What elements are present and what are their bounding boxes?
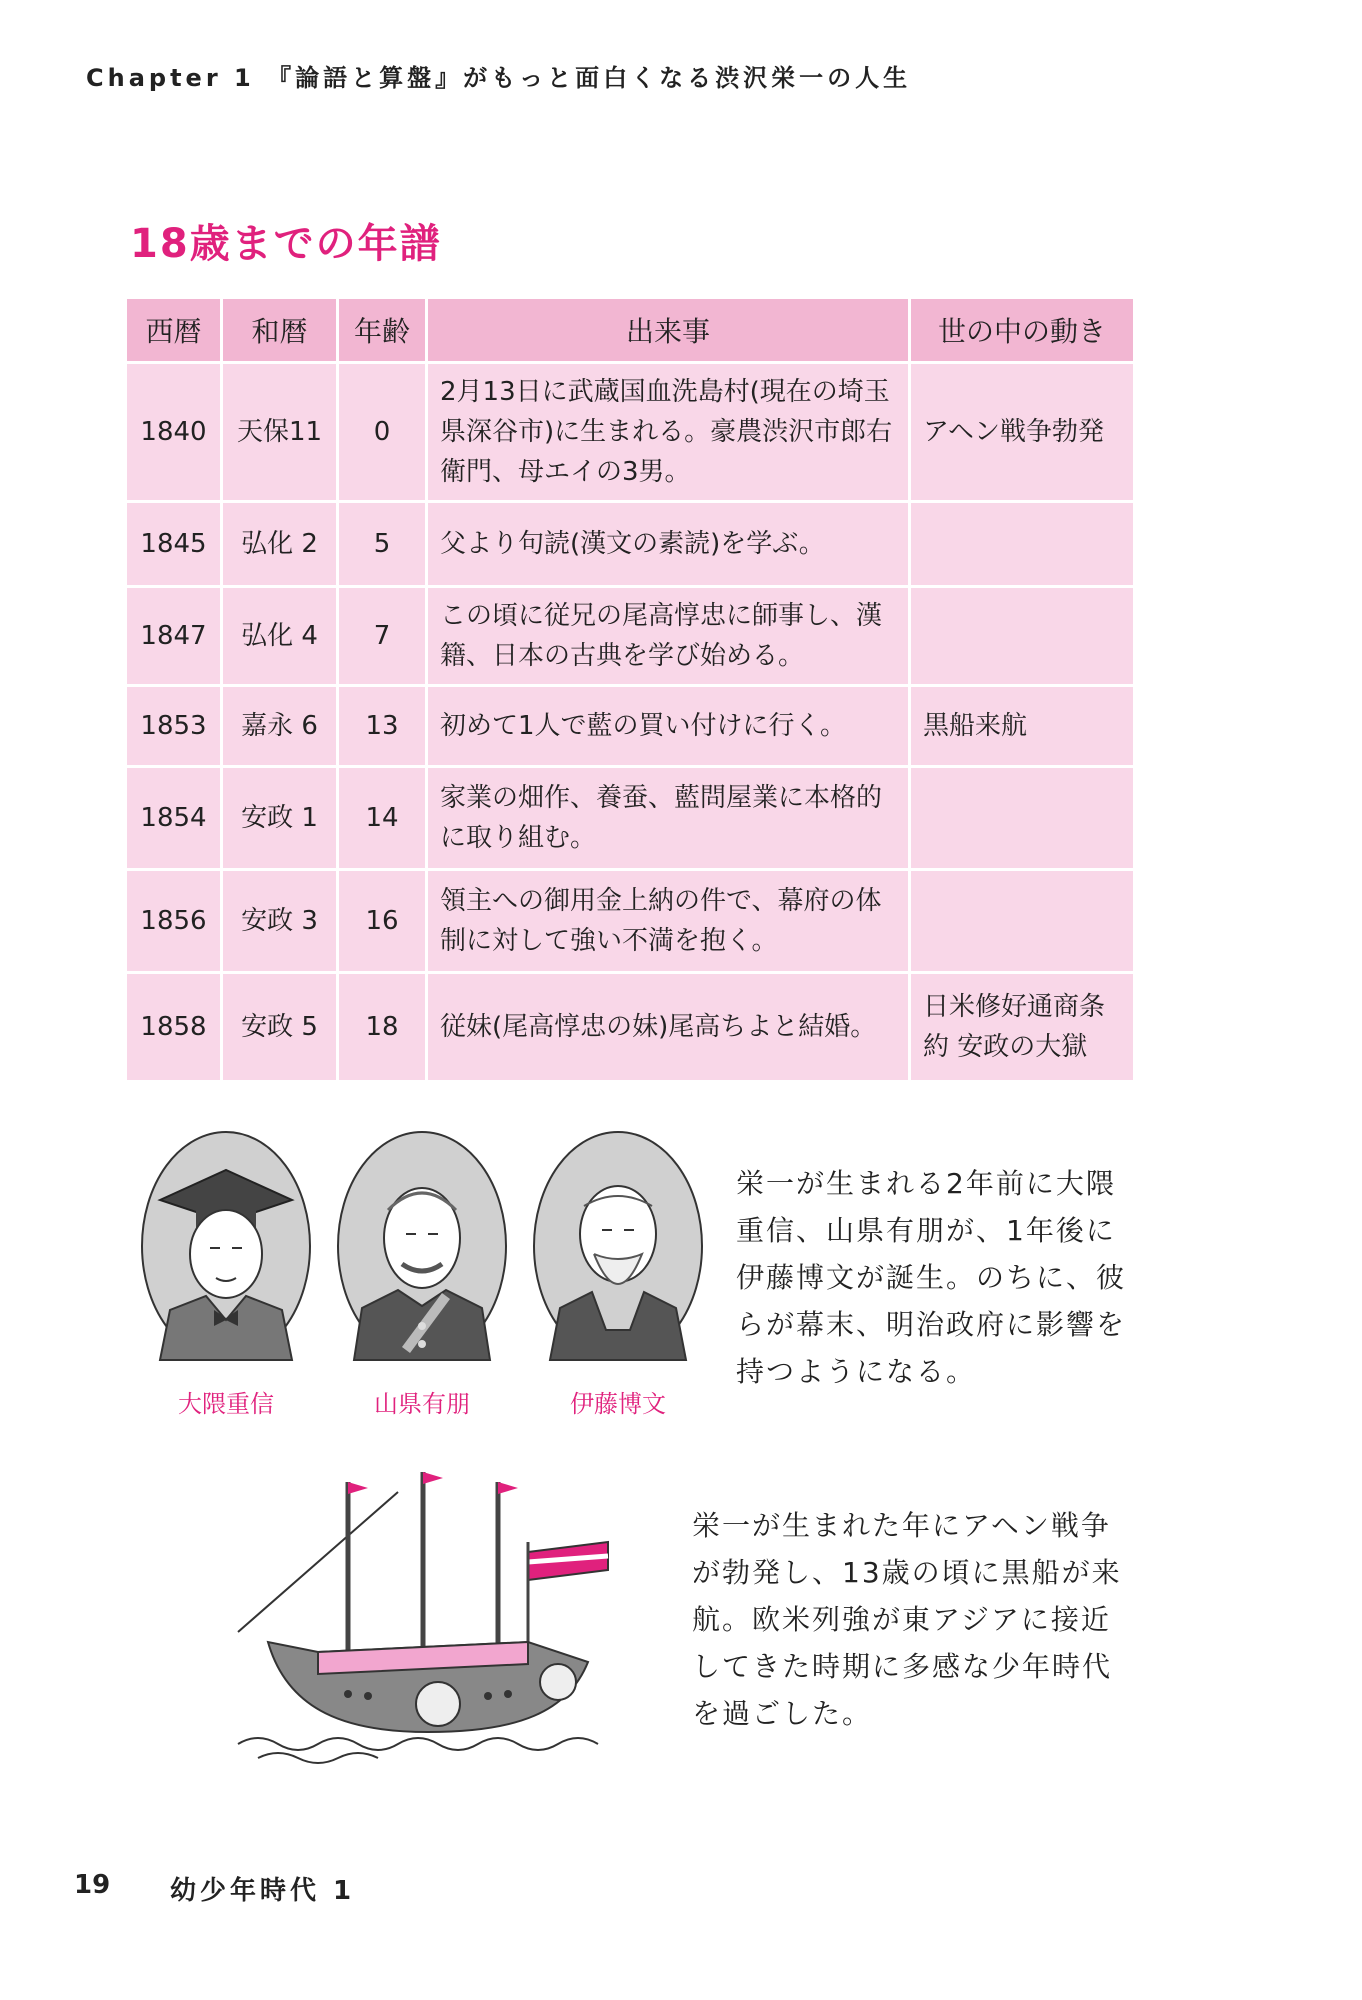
col-header-era: 和暦 xyxy=(223,299,336,361)
cell-year: 1854 xyxy=(127,768,220,868)
portrait-name: 大隈重信 xyxy=(178,1390,274,1418)
black-ship-icon xyxy=(228,1452,658,1776)
table-header-row xyxy=(127,299,1133,361)
cell-year: 1856 xyxy=(127,871,220,971)
portraits-group xyxy=(140,1130,710,1430)
paragraph-black-ships: 栄一が生まれた年にアヘン戦争が勃発し、13歳の頃に黒船が来航。欧米列強が東アジアに接近してきた時期に多感な少年時代を過ごした。 xyxy=(692,1509,1122,1730)
cell-world xyxy=(911,588,1133,684)
cell-event: 家業の畑作、養蚕、藍問屋業に本格的に取り組む。 xyxy=(428,768,908,868)
cell-age: 13 xyxy=(339,687,425,765)
portrait-okuma-icon xyxy=(140,1130,312,1362)
footer-section-label: 幼少年時代 1 xyxy=(170,1876,356,1906)
table-row xyxy=(127,871,1133,971)
cell-age: 14 xyxy=(339,768,425,868)
cell-age: 18 xyxy=(339,974,425,1080)
cell-era: 天保11 xyxy=(223,364,336,500)
table-row xyxy=(127,503,1133,585)
cell-age: 7 xyxy=(339,588,425,684)
cell-world: アヘン戦争勃発 xyxy=(911,364,1133,500)
page-number: 19 xyxy=(74,1870,111,1900)
col-header-age: 年齢 xyxy=(339,299,425,361)
cell-year: 1840 xyxy=(127,364,220,500)
cell-era: 嘉永 6 xyxy=(223,687,336,765)
cell-event: 従妹(尾高惇忠の妹)尾高ちよと結婚。 xyxy=(428,974,908,1080)
col-header-world: 世の中の動き xyxy=(911,299,1133,361)
chronology-table xyxy=(124,296,1136,1083)
col-header-year: 西暦 xyxy=(127,299,220,361)
portrait-yamagata-icon xyxy=(336,1130,508,1362)
col-header-event: 出来事 xyxy=(428,299,908,361)
cell-year: 1853 xyxy=(127,687,220,765)
table-row xyxy=(127,974,1133,1080)
cell-era: 安政 1 xyxy=(223,768,336,868)
cell-event: 2月13日に武蔵国血洗島村(現在の埼玉県深谷市)に生まれる。豪農渋沢市郎右衛門、母エイの3男。 xyxy=(428,364,908,500)
cell-era: 安政 3 xyxy=(223,871,336,971)
running-header: Chapter 1 『論語と算盤』がもっと面白くなる渋沢栄一の人生 xyxy=(86,64,912,92)
portrait-ito-icon xyxy=(532,1130,704,1362)
cell-world: 日米修好通商条約 安政の大獄 xyxy=(911,974,1133,1080)
table-row xyxy=(127,364,1133,500)
cell-event: 父より句読(漢文の素読)を学ぶ。 xyxy=(428,503,908,585)
portrait-name: 伊藤博文 xyxy=(570,1390,666,1418)
cell-era: 弘化 4 xyxy=(223,588,336,684)
cell-year: 1858 xyxy=(127,974,220,1080)
cell-event: 初めて1人で藍の買い付けに行く。 xyxy=(428,687,908,765)
cell-year: 1847 xyxy=(127,588,220,684)
cell-event: 領主への御用金上納の件で、幕府の体制に対して強い不満を抱く。 xyxy=(428,871,908,971)
table-row xyxy=(127,588,1133,684)
cell-year: 1845 xyxy=(127,503,220,585)
cell-world xyxy=(911,768,1133,868)
paragraph-statesmen: 栄一が生まれる2年前に大隈重信、山県有朋が、1年後に伊藤博文が誕生。のちに、彼らが幕末、明治政府に影響を持つようになる。 xyxy=(736,1167,1127,1388)
table-row xyxy=(127,768,1133,868)
cell-event: この頃に従兄の尾高惇忠に師事し、漢籍、日本の古典を学び始める。 xyxy=(428,588,908,684)
cell-age: 5 xyxy=(339,503,425,585)
cell-age: 16 xyxy=(339,871,425,971)
cell-era: 弘化 2 xyxy=(223,503,336,585)
page-title: 18歳までの年譜 xyxy=(130,221,442,267)
cell-world xyxy=(911,503,1133,585)
cell-age: 0 xyxy=(339,364,425,500)
cell-world xyxy=(911,871,1133,971)
cell-era: 安政 5 xyxy=(223,974,336,1080)
cell-world: 黒船来航 xyxy=(911,687,1133,765)
table-row xyxy=(127,687,1133,765)
portrait-name: 山県有朋 xyxy=(374,1390,470,1418)
